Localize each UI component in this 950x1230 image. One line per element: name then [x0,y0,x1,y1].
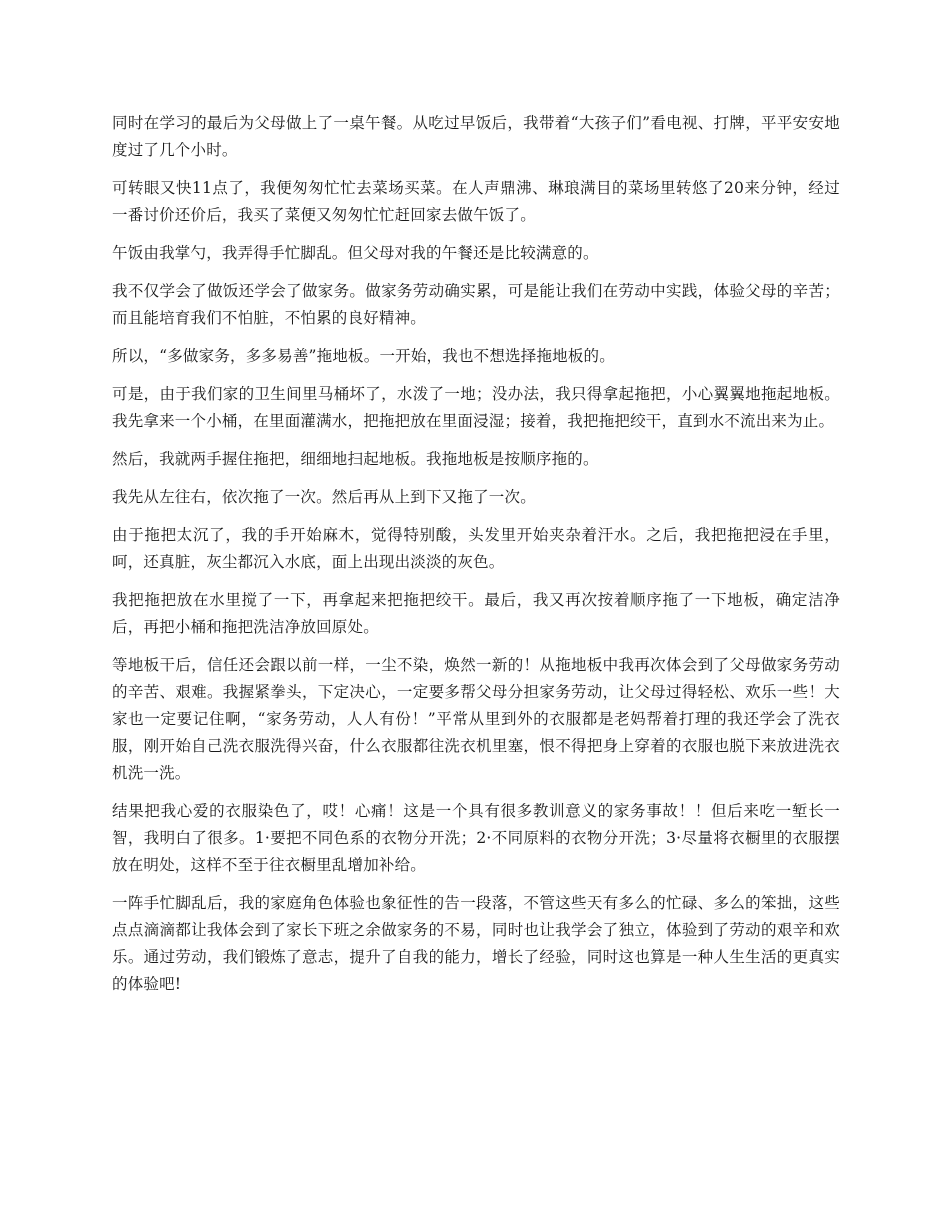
paragraph-2: 可转眼又快11点了，我便匆匆忙忙去菜场买菜。在人声鼎沸、琳琅满目的菜场里转悠了20来分钟，经过一番讨价还价后，我买了菜便又匆匆忙忙赶回家去做午饭了。 [112,179,840,224]
paragraph-6: 可是，由于我们家的卫生间里马桶坏了，水泼了一地；没办法，我只得拿起拖把，小心翼翼地拖起地板。我先拿来一个小桶，在里面灌满水，把拖把放在里面浸湿；接着，我把拖把绞干，直到水不流出来为止。 [112,385,840,430]
paragraph-4: 我不仅学会了做饭还学会了做家务。做家务劳动确实累，可是能让我们在劳动中实践，体验父母的辛苦；而且能培育我们不怕脏，不怕累的良好精神。 [112,282,840,327]
paragraph-11: 等地板干后，信任还会跟以前一样，一尘不染，焕然一新的！从拖地板中我再次体会到了父母做家务劳动的辛苦、艰难。我握紧拳头，下定决心，一定要多帮父母分担家务劳动，让父母过得轻松、欢乐一些！大家也一定要记住啊，“家务劳动，人人有份！”平常从里到外的衣服都是老妈帮着打理的我还学会了洗衣服，刚开始自己洗衣服洗得兴奋，什么衣服都往洗衣机里塞，恨不得把身上穿着的衣服也脱下来放进洗衣机洗一洗。 [112,656,840,782]
paragraph-12: 结果把我心爱的衣服染色了，哎！心痛！这是一个具有很多教训意义的家务事故！！但后来吃一堑长一智，我明白了很多。1·要把不同色系的衣物分开洗；2·不同原料的衣物分开洗；3·尽量将衣橱里的衣服摆放在明处，这样不至于往衣橱里乱增加补给。 [112,802,840,874]
paragraph-13: 一阵手忙脚乱后，我的家庭角色体验也象征性的告一段落，不管这些天有多么的忙碌、多么的笨拙，这些点点滴滴都让我体会到了家长下班之余做家务的不易，同时也让我学会了独立，体验到了劳动的艰辛和欢乐。通过劳动，我们锻炼了意志，提升了自我的能力，增长了经验，同时这也算是一种人生生活的更真实的体验吧! [112,894,840,993]
paragraph-3: 午饭由我掌勺，我弄得手忙脚乱。但父母对我的午餐还是比较满意的。 [112,244,599,262]
document-body [112,110,840,1009]
paragraph-5: 所以，“多做家务，多多易善”拖地板。一开始，我也不想选择拖地板的。 [112,347,615,365]
paragraph-8: 我先从左往右，依次拖了一次。然后再从上到下又拖了一次。 [112,488,536,506]
paragraph-7: 然后，我就两手握住拖把，细细地扫起地板。我拖地板是按顺序拖的。 [112,450,599,468]
paragraph-9: 由于拖把太沉了，我的手开始麻木，觉得特别酸，头发里开始夹杂着汗水。之后，我把拖把浸在手里，呵，还真脏，灰尘都沉入水底，面上出现出淡淡的灰色。 [112,526,840,571]
paragraph-10: 我把拖把放在水里搅了一下，再拿起来把拖把绞干。最后，我又再次按着顺序拖了一下地板，确定洁净后，再把小桶和拖把洗洁净放回原处。 [112,591,840,636]
paragraph-1: 同时在学习的最后为父母做上了一桌午餐。从吃过早饭后，我带着“大孩子们”看电视、打牌，平平安安地度过了几个小时。 [112,114,840,159]
